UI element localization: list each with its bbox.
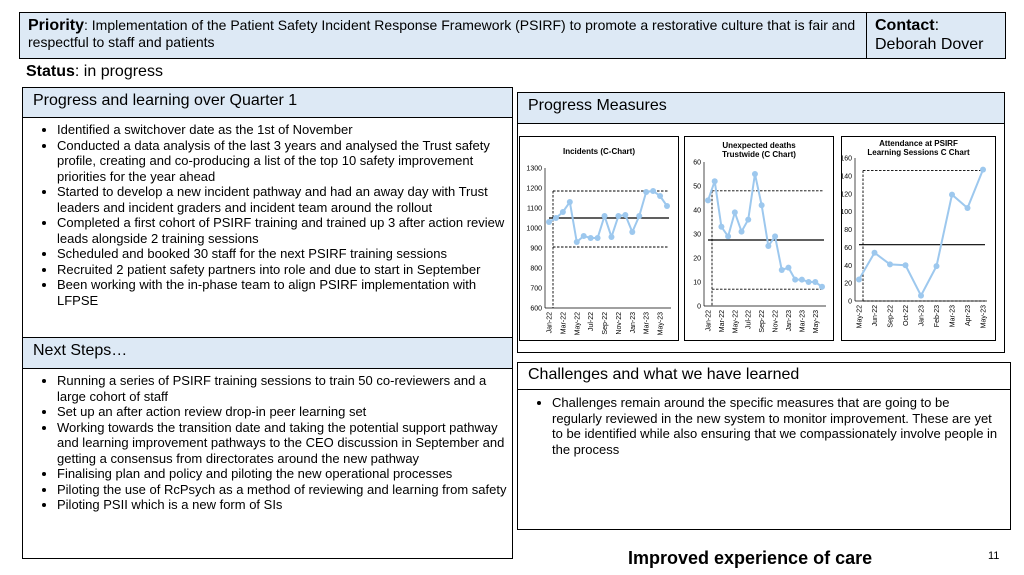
status-value: : in progress: [74, 63, 163, 80]
next-steps-panel: [22, 337, 513, 559]
contact-label: Contact: [875, 17, 935, 34]
x-tick-label: Jan-23: [629, 312, 637, 334]
data-point: [745, 217, 751, 223]
y-tick-label: 50: [693, 183, 701, 191]
chart-unexpected-deaths: [684, 136, 834, 341]
y-tick-label: 60: [844, 244, 852, 252]
next-step-item: • Working towards the transition date and taking the potential support pathway and learning improvement pathways to the CEO discussion in September and getting a consensus from directorates around the new pathway: [57, 420, 512, 467]
x-tick-label: Jan-22: [546, 312, 554, 334]
y-tick-label: 60: [693, 159, 701, 167]
progress-item: • Been working with the in-phase team to align PSIRF implementation with LFPSE: [57, 277, 512, 308]
x-tick-label: Feb-23: [934, 305, 941, 328]
progress-item: • Started to develop a new incident pathway and had an away day with Trust leaders and incident graders and incident team around the rollout: [57, 184, 512, 215]
data-point: [934, 263, 940, 269]
contact-name: Deborah Dover: [875, 36, 984, 53]
priority-label: Priority: [28, 17, 85, 34]
challenges-list: [518, 390, 1010, 457]
y-tick-label: 20: [693, 255, 701, 263]
chart-attendance: [841, 136, 996, 341]
x-tick-label: Mar-23: [949, 305, 957, 328]
x-tick-label: May-22: [732, 310, 740, 334]
x-tick-label: Jul-22: [588, 312, 596, 332]
data-point: [657, 193, 663, 199]
data-point: [595, 235, 601, 241]
next-step-item: • Piloting the use of RcPsych as a method of reviewing and learning from safety: [57, 482, 512, 498]
y-tick-label: 1200: [526, 185, 542, 193]
x-tick-label: Jan-22: [705, 310, 713, 332]
next-steps-title: Next Steps…: [23, 338, 512, 369]
progress-item: • Conducted a data analysis of the last 3 years and analysed the Trust safety profile, creating and co-producing a list of the top 10 safety improvement priorities for the year ahead: [57, 138, 512, 185]
data-point: [718, 224, 724, 230]
data-point: [918, 293, 924, 299]
data-point: [759, 202, 765, 208]
data-point: [792, 277, 798, 283]
data-point: [546, 219, 552, 225]
chart-svg: [519, 136, 679, 341]
x-tick-label: Nov-22: [615, 312, 623, 335]
y-tick-label: 100: [841, 209, 852, 217]
x-tick-label: May-23: [980, 305, 988, 329]
next-step-item: • Running a series of PSIRF training sessions to train 50 co-reviewers and a large cohort of staff: [57, 373, 512, 404]
y-tick-label: 0: [848, 298, 852, 306]
next-step-item: • Finalising plan and policy and piloting the new operational processes: [57, 466, 512, 482]
data-point: [799, 277, 805, 283]
y-tick-label: 20: [844, 280, 852, 288]
x-tick-label: Sep-22: [887, 305, 895, 328]
data-point: [629, 229, 635, 235]
status-label: Status: [26, 63, 75, 80]
data-point: [965, 205, 971, 211]
progress-item: • Scheduled and booked 30 staff for the next PSIRF training sessions: [57, 246, 512, 262]
page-number: 11: [988, 550, 1000, 562]
y-tick-label: 10: [693, 279, 701, 287]
y-tick-label: 140: [841, 173, 852, 181]
y-tick-label: 40: [844, 262, 852, 270]
challenges-title: Challenges and what we have learned: [518, 363, 1010, 390]
data-point: [643, 189, 649, 195]
contact-sep: :: [934, 17, 940, 34]
x-tick-label: May-23: [812, 310, 820, 334]
x-tick-label: May-23: [657, 312, 665, 336]
chart-incidents: [519, 136, 679, 341]
challenge-item: • Challenges remain around the specific measures that are going to be regularly reviewed in the new system to monitor improvement. These are yet to be identified while also ensuring that we compassionately involve people in the process: [552, 395, 998, 457]
chart-title: Trustwide (C Chart): [722, 150, 796, 159]
data-point: [732, 209, 738, 215]
data-point: [567, 199, 573, 205]
data-point: [872, 250, 878, 256]
data-point: [588, 235, 594, 241]
x-tick-label: Jul-22: [745, 310, 753, 330]
chart-svg: [684, 136, 834, 341]
y-tick-label: 1300: [526, 165, 542, 173]
x-tick-label: Jan-23: [918, 305, 926, 327]
data-point: [806, 279, 812, 285]
x-tick-label: Oct-22: [903, 305, 910, 327]
data-point: [980, 167, 986, 173]
chart-title: Unexpected deaths: [722, 141, 796, 150]
challenges-panel: [517, 362, 1011, 530]
data-point: [622, 212, 628, 218]
data-point: [949, 192, 955, 198]
y-tick-label: 1100: [526, 205, 542, 213]
contact-box: [866, 12, 1006, 59]
data-point: [903, 262, 909, 268]
progress-title: Progress and learning over Quarter 1: [23, 88, 512, 118]
data-point: [574, 239, 580, 245]
data-point: [664, 203, 670, 209]
data-point: [553, 215, 559, 221]
chart-title: Learning Sessions C Chart: [867, 148, 970, 157]
next-steps-list: [23, 369, 512, 513]
data-point: [765, 243, 771, 249]
progress-item: • Recruited 2 patient safety partners into role and due to start in September: [57, 262, 512, 278]
y-tick-label: 40: [693, 207, 701, 215]
x-tick-label: Mar-23: [643, 312, 651, 335]
chart-frame: [685, 137, 834, 341]
progress-item: • Identified a switchover date as the 1st of November: [57, 122, 512, 138]
x-tick-label: Jun-22: [872, 305, 879, 327]
chart-svg: [841, 136, 996, 341]
x-tick-label: Mar-22: [560, 312, 568, 335]
y-tick-label: 700: [530, 285, 542, 293]
data-point: [752, 171, 758, 177]
x-tick-label: Sep-22: [602, 312, 610, 335]
footer-title: Improved experience of care: [628, 548, 873, 568]
progress-list: [23, 118, 512, 308]
progress-panel: [22, 87, 513, 338]
data-point: [739, 229, 745, 235]
data-point: [581, 233, 587, 239]
y-tick-label: 800: [530, 265, 542, 273]
measures-title: Progress Measures: [518, 93, 1004, 124]
data-point: [772, 233, 778, 239]
next-step-item: • Piloting PSII which is a new form of SIs: [57, 497, 512, 513]
data-point: [615, 213, 621, 219]
status-line: [26, 63, 163, 81]
x-tick-label: Mar-22: [718, 310, 726, 333]
data-point: [636, 213, 642, 219]
x-tick-label: May-22: [574, 312, 582, 336]
data-point: [887, 261, 893, 267]
x-tick-label: Jan-23: [785, 310, 793, 332]
data-point: [602, 213, 608, 219]
data-point: [705, 197, 711, 203]
priority-box: [19, 12, 867, 59]
data-point: [560, 209, 566, 215]
x-tick-label: Apr-23: [965, 305, 972, 327]
x-tick-label: Mar-23: [799, 310, 807, 333]
y-tick-label: 1000: [526, 225, 542, 233]
data-point: [856, 277, 862, 283]
chart-title: Incidents (C-Chart): [563, 147, 635, 156]
data-point: [812, 279, 818, 285]
y-tick-label: 160: [841, 155, 852, 163]
y-tick-label: 0: [697, 303, 701, 311]
y-tick-label: 30: [693, 231, 701, 239]
y-tick-label: 80: [844, 227, 852, 234]
x-tick-label: Nov-22: [772, 310, 780, 333]
y-tick-label: 600: [530, 305, 542, 313]
x-tick-label: Sep-22: [759, 310, 767, 333]
data-point: [712, 178, 718, 184]
data-point: [785, 265, 791, 271]
data-point: [819, 284, 825, 290]
progress-item: • Completed a first cohort of PSIRF training and trained up 3 after action review leads alongside 2 training sessions: [57, 215, 512, 246]
data-point: [725, 233, 731, 239]
chart-title: Attendance at PSIRF: [879, 139, 958, 148]
y-tick-label: 120: [841, 191, 852, 199]
data-point: [608, 234, 614, 240]
data-point: [779, 267, 785, 273]
priority-text: : Implementation of the Patient Safety Incident Response Framework (PSIRF) to promote a restorative culture that is fair and respectful to staff and patients: [28, 17, 856, 50]
next-step-item: • Set up an after action review drop-in peer learning set: [57, 404, 512, 420]
data-point: [650, 188, 656, 194]
x-tick-label: May-22: [856, 305, 864, 329]
y-tick-label: 900: [530, 245, 542, 253]
